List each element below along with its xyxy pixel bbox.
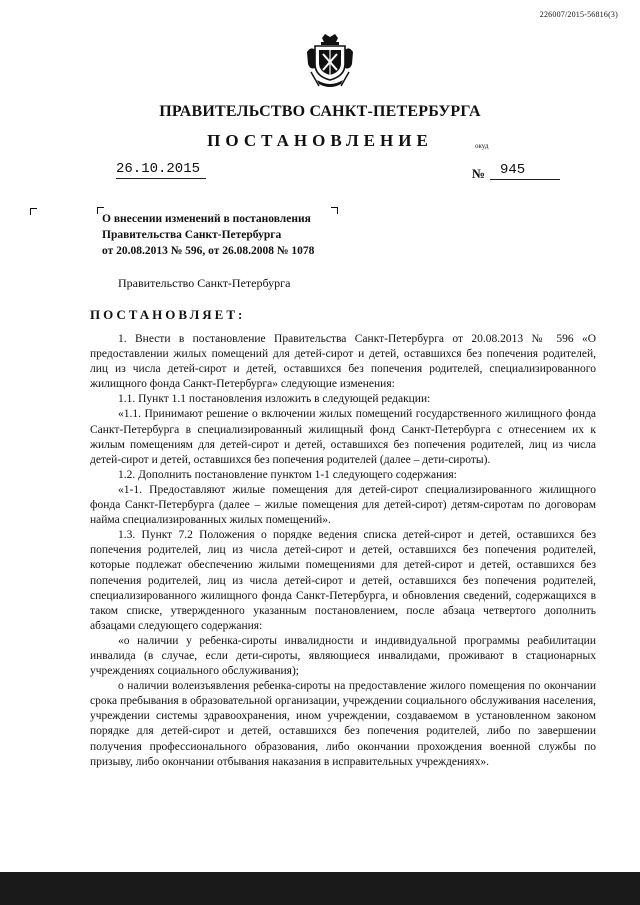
corner-bracket-subject-right (331, 207, 338, 214)
body-paragraph: «1-1. Предоставляют жилые помещения для детей-сирот специализированного жилищного фонда Санкт-Петербурга (далее – жилые помещения для детей-сирот) детям-сиротам по договорам найма специализированных жилых помещений». (90, 483, 596, 527)
body-paragraph: 1.3. Пункт 7.2 Положения о порядке ведения списка детей-сирот и детей, оставшихся без попечения родителей, лиц из числа детей-сирот и детей, оставшихся без попечения родителей, которые подлежат обеспечению жилыми помещениями для детей-сирот и детей, оставшихся без попечения родителей, лиц из числа детей-сирот и детей, оставшихся без попечения родителей, специализированного жилищного фонда Санкт-Петербурга, и обновления сведений, содержащихся в таком списке, утвержденного указанным постановлением, после абзаца четвертого дополнить абзацами следующего содержания: (90, 529, 596, 632)
subject-line: О внесении изменений в постановления (102, 213, 311, 225)
document-body (90, 332, 596, 770)
corner-bracket-top-left (30, 208, 37, 215)
document-number: 945 (490, 162, 560, 180)
coat-of-arms-emblem (305, 32, 355, 88)
intro-text: Правительство Санкт-Петербурга (118, 276, 291, 290)
scan-bottom-edge (0, 872, 640, 905)
document-code: 226007/2015-56816(3) (539, 10, 618, 19)
decree-heading: ПОСТАНОВЛЯЕТ: (90, 307, 246, 322)
body-paragraph: «1.1. Принимают решение о включении жилых помещений государственного жилищного фонда Санкт-Петербурга в специализированный жилищный фонд Санкт-Петербурга с отнесением их к жилым помещениям для детей-сирот и детей, оставшихся без попечения родителей, лиц из числа детей-сирот и детей, оставшихся без попечения родителей (далее – дети-сироты). (90, 408, 596, 466)
organization-title: ПРАВИТЕЛЬСТВО САНКТ-ПЕТЕРБУРГА (159, 103, 481, 120)
body-paragraph: 1.1. Пункт 1.1 постановления изложить в следующей редакции: (118, 393, 431, 406)
body-paragraph: 1. Внести в постановление Правительства Санкт-Петербурга от 20.08.2013 № 596 «О предоставлении жилых помещений для детей-сирот и детей, оставшихся без попечения родителей, лиц из числа детей-сирот и детей, оставшихся без попечения родителей, специализированного жилищного фонда Санкт-Петербурга» следующие изменения: (90, 333, 596, 391)
body-paragraph: 1.2. Дополнить постановление пунктом 1-1 следующего содержания: (118, 468, 457, 481)
document-date: 26.10.2015 (116, 161, 206, 179)
okud-label: окуд (475, 142, 489, 150)
body-paragraph: «о наличии у ребенка-сироты инвалидности и индивидуальной программы реабилитации инвалида (в случае, если дети-сироты, являющиеся инвалидами, проживают в стационарных учреждениях социального обслуживания); (90, 634, 596, 678)
document-subject (102, 211, 314, 259)
document-type-title: ПОСТАНОВЛЕНИЕ (207, 131, 433, 150)
body-paragraph: о наличии волеизъявления ребенка-сироты на предоставление жилого помещения по окончании срока пребывания в образовательной организации, учреждении социального обслуживания населения, учреждении системы здравоохранения, ином учреждении, создаваемом в установленном законом порядке для детей-сирот и детей, оставшихся без попечения родителей, либо по завершении получения профессионального образования, либо окончании прохождения военной службы по призыву, либо окончании отбывания наказания в исправительных учреждениях». (90, 680, 596, 768)
subject-line: от 20.08.2013 № 596, от 26.08.2008 № 1078 (102, 245, 315, 257)
subject-line: Правительства Санкт-Петербурга (102, 229, 282, 241)
number-label: № (472, 166, 486, 181)
